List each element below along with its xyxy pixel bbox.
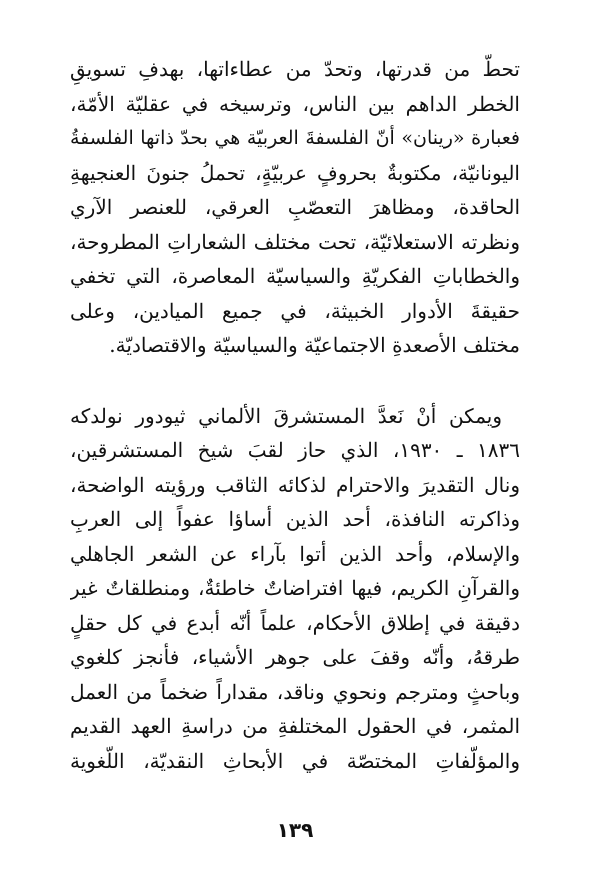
text-line: والإسلام، وأحد الذين أتوا بآراء عن الشعر الجاهلي [70, 541, 520, 566]
text-line: المثمر، في الحقول المختلفةِ من دراسةِ العهد القديم [70, 714, 520, 738]
paragraph-1 [70, 52, 520, 363]
page-number: ١٣٩ [276, 818, 314, 842]
paragraph-gap [70, 363, 520, 399]
text-line: ونظرته الاستعلائيّة، تحت مختلف الشعاراتِ المطروحة، [70, 229, 520, 254]
text-line: طرقهُ، وأنّه وقفَ على جوهر الأشياء، فأنجز كلغوي [70, 645, 520, 669]
text-line: ١٨٣٦ ـ ١٩٣٠، الذي حاز لقبَ شيخ المستشرقين، [70, 438, 520, 462]
page-body [70, 52, 520, 778]
text-line: ويمكن أنْ نَعدَّ المستشرقَ الألماني ثيودور نولدكه [70, 403, 502, 428]
text-line: والخطاباتِ الفكريّةِ والسياسيّة المعاصرة، التي تخفي [70, 264, 520, 288]
text-line: حقيقةَ الأدوار الخبيثة، في جميع الميادين، وعلى [70, 298, 520, 323]
text-line: الخطر الداهم بين الناس، وترسيخه في عقليّة الأمّة، [70, 91, 520, 116]
text-line: دقيقة في إطلاق الأحكام، علماً أنّه أبدع في كل حقلٍ [70, 610, 520, 635]
text-line: الحاقدة، ومظاهرَ التعصّبِ العرقي، للعنصر الآري [70, 195, 520, 219]
text-line: اليونانيّة، مكتوبةٌ بحروفٍ عربيّةٍ، تحملُ جنونَ العنجيهةِ [70, 160, 520, 185]
text-line: وباحثٍ ومترجم ونحوي وناقد، مقداراً ضخماً من العمل [70, 679, 520, 704]
text-line: فعبارة «رينان» أنّ الفلسفةَ العربيّة هي بحدّ ذاتها الفلسفةُ [70, 127, 520, 149]
text-line: وذاكرته النافذة، أحد الذين أساؤا عفواً إلى العربِ [70, 507, 520, 531]
text-line: والمؤلّفاتِ المختصّة في الأبحاثِ النقديّة، اللّغوية [70, 748, 520, 773]
text-line: ونال التقديرَ والاحترام لذكائه الثاقب ورؤيته الواضحة، [70, 472, 520, 497]
text-line: مختلف الأصعدةِ الاجتماعيّة والسياسيّة والاقتصاديّة. [109, 333, 520, 357]
paragraph-2 [70, 399, 520, 779]
text-line: تحطّ من قدرتها، وتحدّ من عطاءاتها، بهدفِ تسويقِ [70, 57, 520, 81]
text-line: والقرآنِ الكريم، فيها افتراضاتٌ خاطئةٌ، ومنطلقاتٌ غير [70, 576, 520, 600]
